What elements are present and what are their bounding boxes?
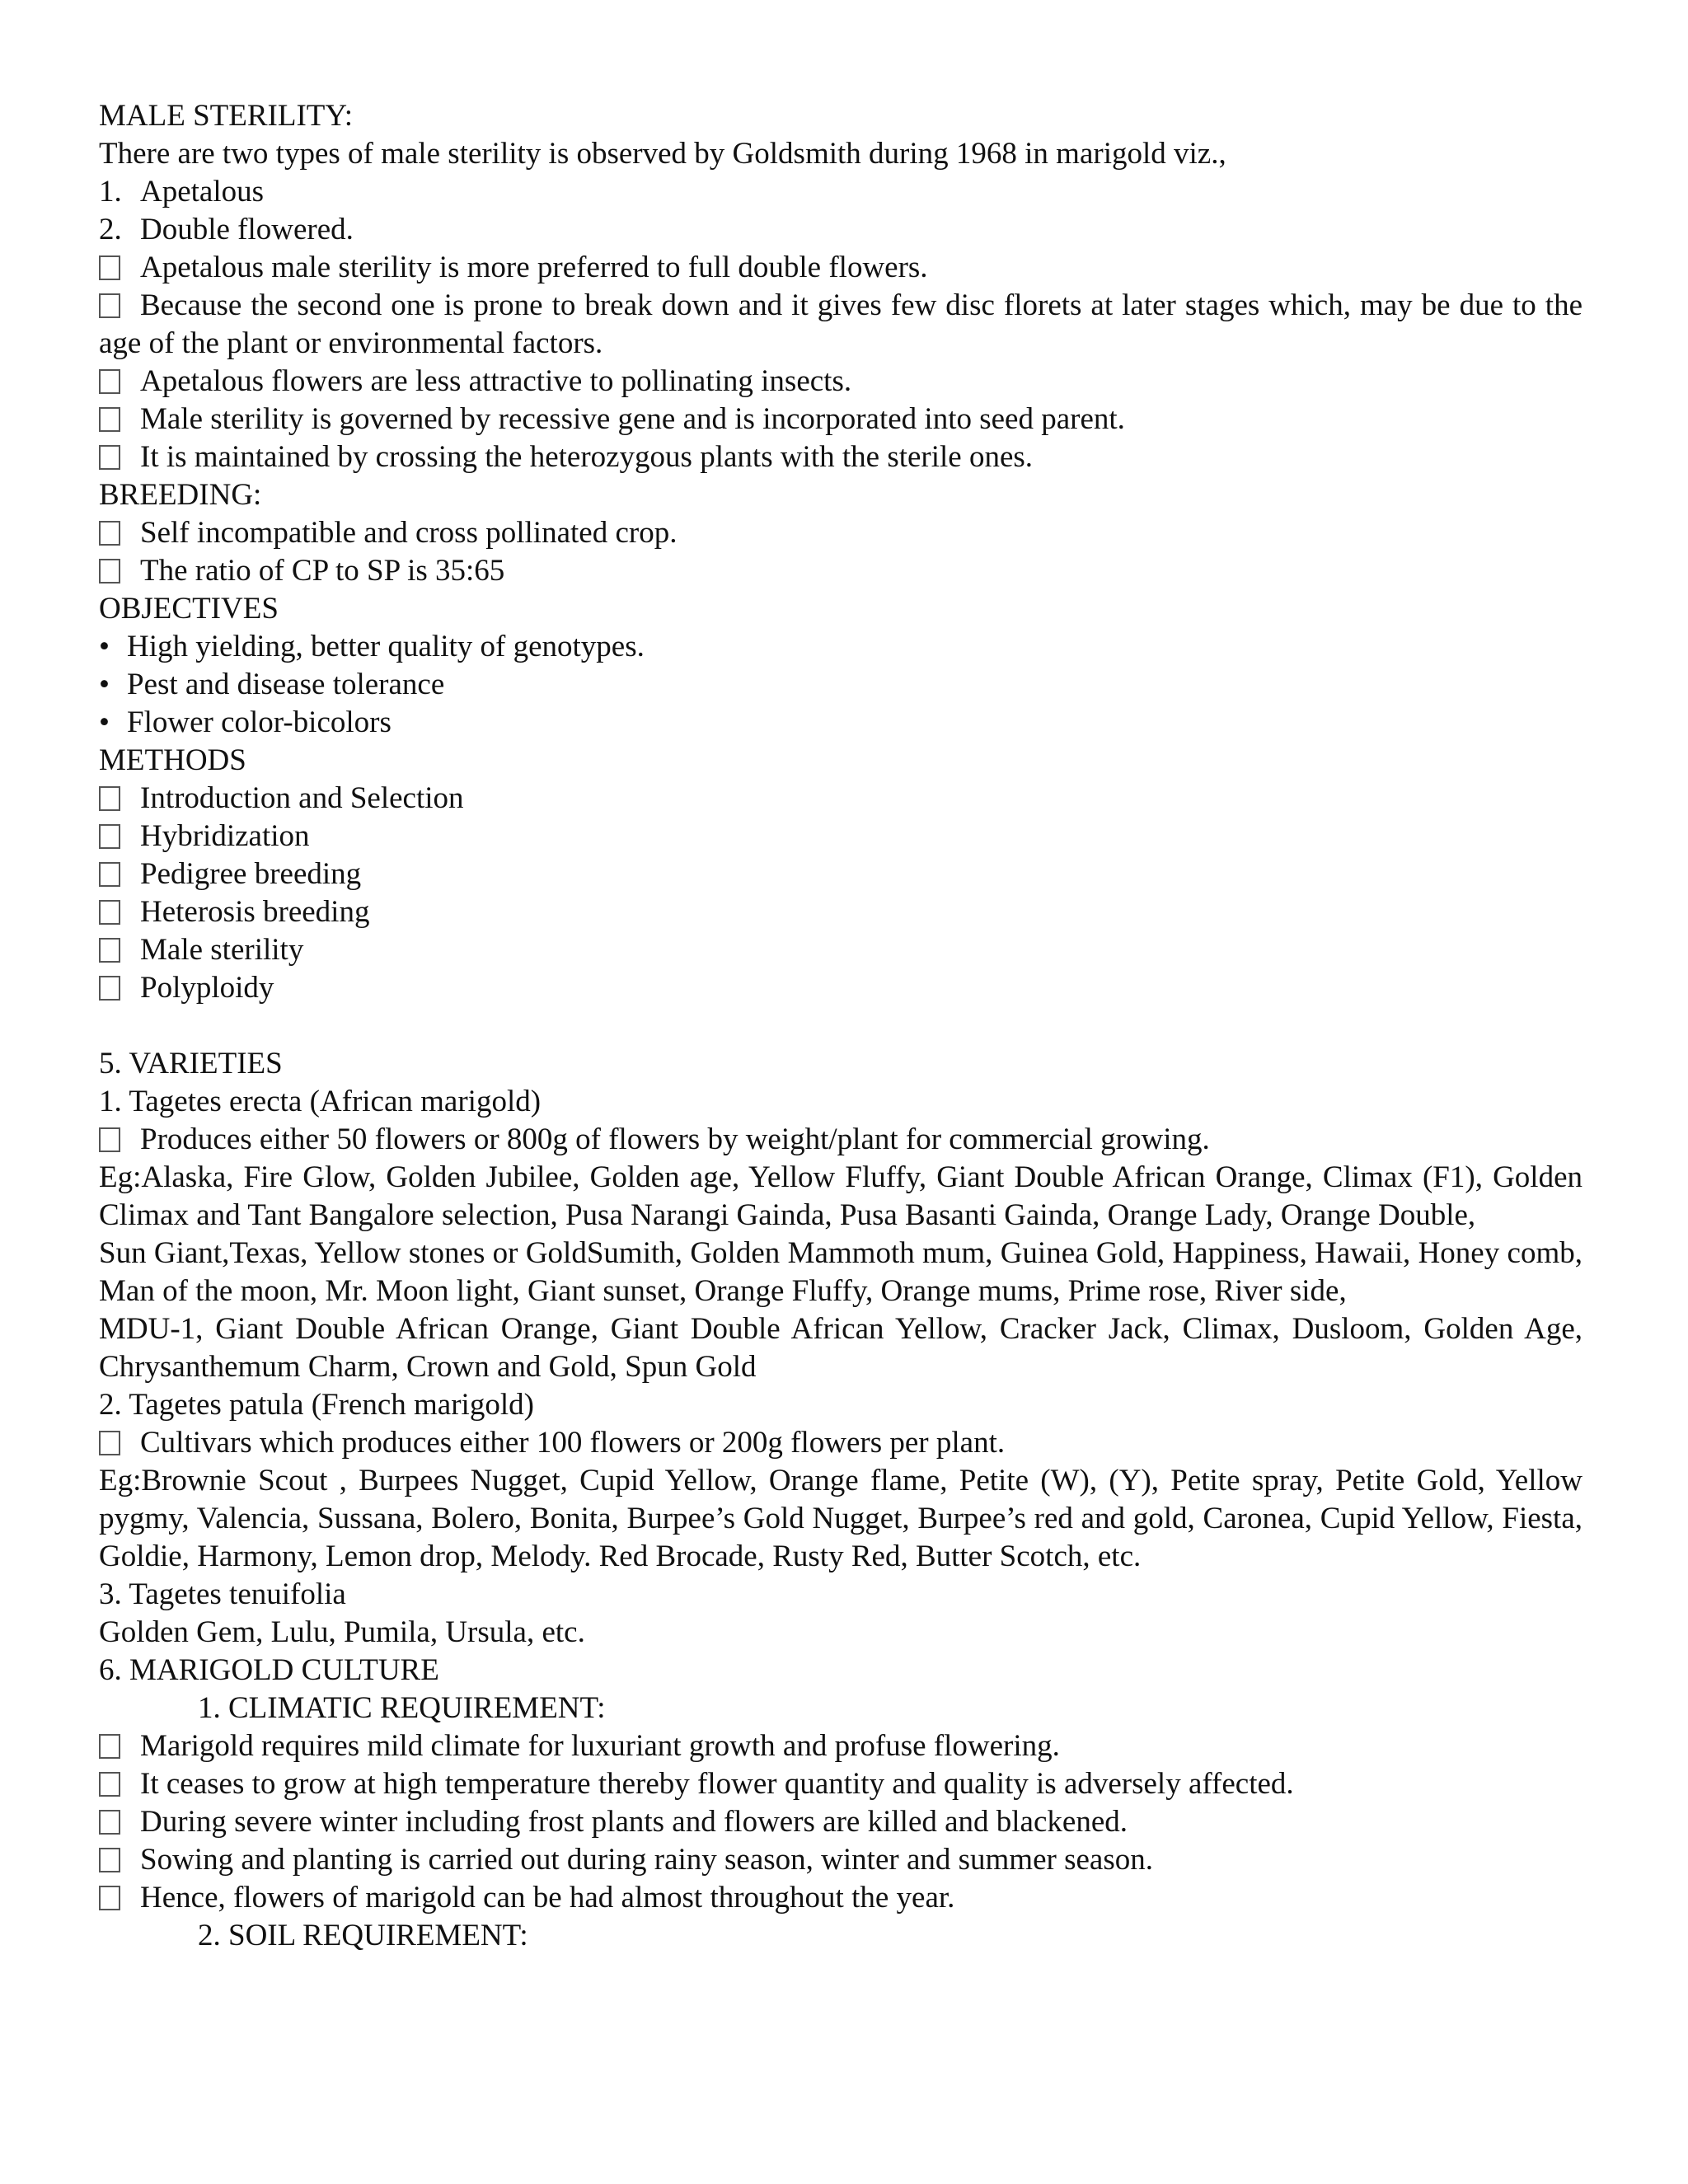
list-item <box>99 931 1582 969</box>
patula-title: 2. Tagetes patula (French marigold) <box>99 1388 534 1422</box>
type-text: Double flowered. <box>140 213 354 246</box>
list-item <box>99 438 1582 476</box>
list-item <box>99 1879 1582 1917</box>
list-item-text: Male sterility <box>140 933 304 967</box>
list-item <box>99 780 1582 818</box>
checkbox-glyph-icon <box>99 1772 120 1797</box>
spacer <box>99 1007 1582 1045</box>
checkbox-glyph-icon <box>99 900 120 925</box>
list-item-text: Self incompatible and cross pollinated crop. <box>140 516 678 550</box>
list-item-text: Apetalous male sterility is more preferred to full double flowers. <box>140 251 928 284</box>
list-item-text: Heterosis breeding <box>140 895 370 929</box>
checkbox-glyph-icon <box>99 1734 120 1759</box>
objectives-heading: OBJECTIVES <box>99 592 279 626</box>
list-item-text: Hybridization <box>140 819 310 853</box>
list-item <box>99 514 1582 552</box>
list-item <box>99 1765 1582 1803</box>
checkbox-glyph-icon <box>99 824 120 849</box>
list-item-text: It is maintained by crossing the heterozygous plants with the sterile ones. <box>140 440 1034 474</box>
checkbox-glyph-icon <box>99 1848 120 1872</box>
list-item-text: The ratio of CP to SP is 35:65 <box>140 554 505 588</box>
tenuifolia-title: 3. Tagetes tenuifolia <box>99 1577 346 1611</box>
document-page <box>99 97 1582 1955</box>
list-item-text: Introduction and Selection <box>140 781 464 815</box>
list-item <box>99 704 1582 742</box>
list-item-text: Cultivars which produces either 100 flowers or 200g flowers per plant. <box>140 1426 1006 1460</box>
erecta-varieties-paragraph: Eg:Alaska, Fire Glow, Golden Jubilee, Golden age, Yellow Fluffy, Giant Double African Orange, Climax (F1), Golden Climax and Tant Bangalore selection, Pusa Narangi Gainda, Pusa Basanti Gainda, Orange Lady, Orange Double, <box>99 1160 1582 1232</box>
bullet-icon: • <box>99 705 110 739</box>
list-item-text: Male sterility is governed by recessive gene and is incorporated into seed parent. <box>140 402 1125 436</box>
checkbox-glyph-icon <box>99 445 120 470</box>
list-item-text: Hence, flowers of marigold can be had almost throughout the year. <box>140 1881 955 1915</box>
erecta-title: 1. Tagetes erecta (African marigold) <box>99 1085 542 1118</box>
list-item <box>99 552 1582 590</box>
list-item-text: Marigold requires mild climate for luxuriant growth and profuse flowering. <box>140 1729 1060 1763</box>
methods-heading: METHODS <box>99 743 246 777</box>
bullet-icon: • <box>99 668 110 701</box>
type-item <box>99 173 1582 211</box>
checkbox-glyph-icon <box>99 559 120 583</box>
list-item <box>99 1841 1582 1879</box>
type-item <box>99 211 1582 249</box>
checkbox-glyph-icon <box>99 1127 120 1152</box>
list-item-text: Flower color-bicolors <box>127 705 392 739</box>
breeding-heading: BREEDING: <box>99 478 262 512</box>
checkbox-glyph-icon <box>99 976 120 1001</box>
checkbox-glyph-icon <box>99 293 120 318</box>
list-item-text: Apetalous flowers are less attractive to pollinating insects. <box>140 364 852 398</box>
list-item <box>99 666 1582 704</box>
erecta-varieties-paragraph: MDU-1, Giant Double African Orange, Giant Double African Yellow, Cracker Jack, Climax, Dusloom, Golden Age, Chrysanthemum Charm, Crown and Gold, Spun Gold <box>99 1312 1582 1384</box>
list-item-text: It ceases to grow at high temperature thereby flower quantity and quality is adversely affected. <box>140 1767 1294 1801</box>
male-sterility-heading: MALE STERILITY: <box>99 99 353 133</box>
type-text: Apetalous <box>140 175 265 209</box>
checkbox-glyph-icon <box>99 862 120 887</box>
list-item <box>99 287 1582 363</box>
list-item-text: During severe winter including frost plants and flowers are killed and blackened. <box>140 1805 1128 1839</box>
checkbox-glyph-icon <box>99 255 120 280</box>
list-item-text: Pedigree breeding <box>140 857 362 891</box>
bullet-icon: • <box>99 630 110 663</box>
male-sterility-intro: There are two types of male sterility is observed by Goldsmith during 1968 in marigold viz., <box>99 137 1226 171</box>
list-item <box>99 1803 1582 1841</box>
list-item <box>99 855 1582 893</box>
erecta-varieties-paragraph: Sun Giant,Texas, Yellow stones or GoldSumith, Golden Mammoth mum, Guinea Gold, Happiness, Hawaii, Honey comb, Man of the moon, Mr. Moon light, Giant sunset, Orange Fluffy, Orange mums, Prime rose, River side, <box>99 1236 1582 1308</box>
culture-heading: 6. MARIGOLD CULTURE <box>99 1653 439 1687</box>
list-item <box>99 249 1582 287</box>
checkbox-glyph-icon <box>99 938 120 963</box>
soil-heading: 2. SOIL REQUIREMENT: <box>198 1919 528 1952</box>
tenuifolia-varieties: Golden Gem, Lulu, Pumila, Ursula, etc. <box>99 1615 585 1649</box>
checkbox-glyph-icon <box>99 1886 120 1910</box>
list-item <box>99 401 1582 438</box>
list-item-text: Polyploidy <box>140 971 274 1005</box>
patula-varieties-paragraph: Eg:Brownie Scout , Burpees Nugget, Cupid Yellow, Orange flame, Petite (W), (Y), Petite spray, Petite Gold, Yellow pygmy, Valencia, Sussana, Bolero, Bonita, Burpee’s Gold Nugget, Burpee’s red and gold, Caronea, Cupid Yellow, Fiesta, Goldie, Harmony, Lemon drop, Melody. Red Brocade, Rusty Red, Butter Scotch, etc. <box>99 1464 1582 1573</box>
list-item <box>99 1727 1582 1765</box>
checkbox-glyph-icon <box>99 786 120 811</box>
list-item <box>99 363 1582 401</box>
varieties-heading: 5. VARIETIES <box>99 1047 283 1080</box>
list-item-text: Because the second one is prone to break down and it gives few disc florets at later stages which, may be due to the age of the plant or environmental factors. <box>99 288 1582 360</box>
list-item-text: Sowing and planting is carried out during rainy season, winter and summer season. <box>140 1843 1153 1877</box>
list-item <box>99 1424 1582 1462</box>
list-item <box>99 893 1582 931</box>
checkbox-glyph-icon <box>99 1431 120 1455</box>
list-item <box>99 969 1582 1007</box>
list-item-text: Pest and disease tolerance <box>127 668 445 701</box>
checkbox-glyph-icon <box>99 369 120 394</box>
list-item-text: Produces either 50 flowers or 800g of flowers by weight/plant for commercial growing. <box>140 1122 1210 1156</box>
checkbox-glyph-icon <box>99 521 120 546</box>
list-item <box>99 1121 1582 1159</box>
list-item <box>99 628 1582 666</box>
list-item <box>99 818 1582 855</box>
list-item-text: High yielding, better quality of genotypes. <box>127 630 645 663</box>
checkbox-glyph-icon <box>99 407 120 432</box>
checkbox-glyph-icon <box>99 1810 120 1835</box>
climatic-heading: 1. CLIMATIC REQUIREMENT: <box>198 1691 606 1725</box>
type-number: 1. <box>99 175 122 209</box>
type-number: 2. <box>99 213 122 246</box>
